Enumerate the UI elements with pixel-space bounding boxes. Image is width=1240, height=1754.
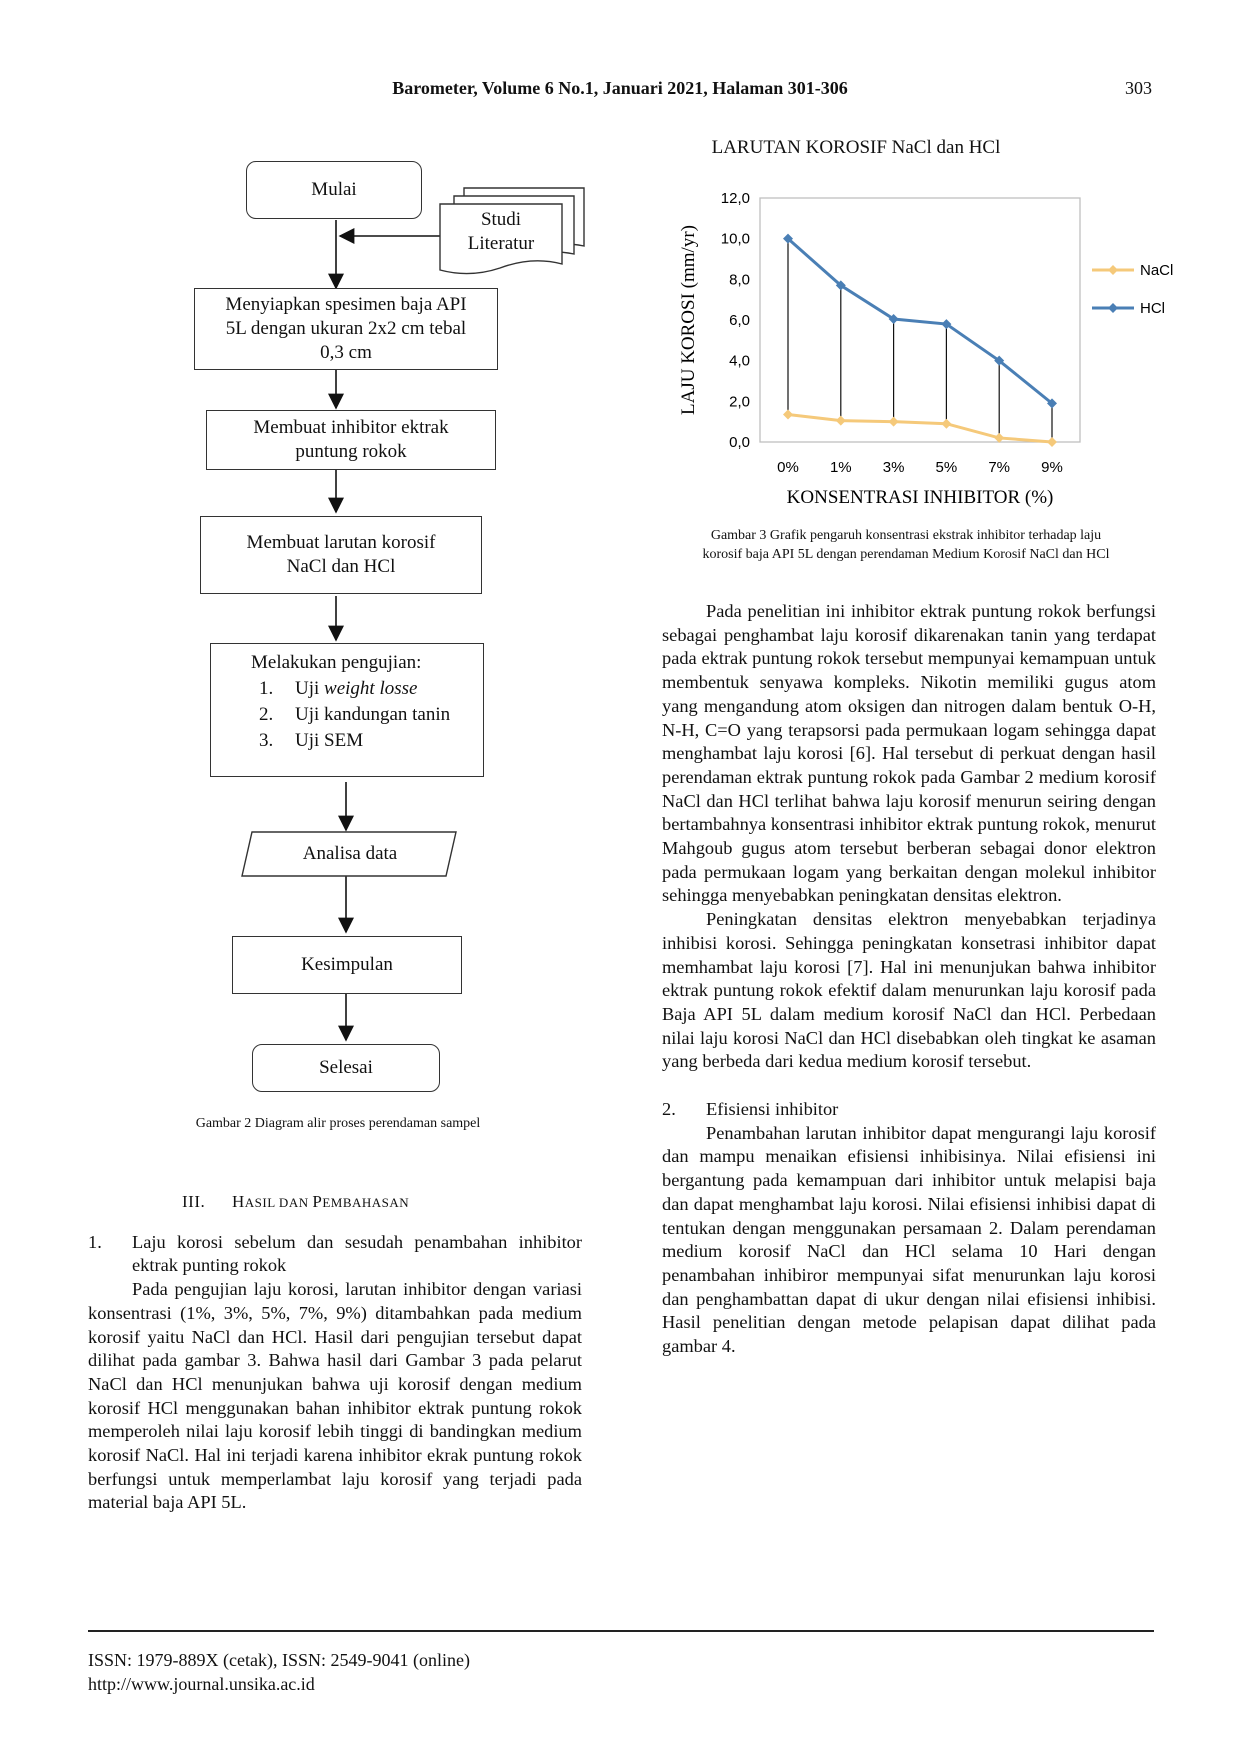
figure3-caption: Gambar 3 Grafik pengaruh konsentrasi ekstrak inhibitor terhadap laju korosif baja API 5L dengan perendaman Medium Korosif NaCl dan HCl (702, 528, 1110, 562)
section-heading: III. HASIL DAN PEMBAHASAN (182, 1192, 410, 1211)
data-point-nacl (836, 416, 846, 426)
end-terminal: Selesai (252, 1044, 440, 1092)
data-point-nacl (783, 410, 793, 420)
subsection-1-title: 1. Laju korosi sebelum dan sesudah penambahan inhibitor ektrak punting rokok (88, 1231, 582, 1276)
running-header: Barometer, Volume 6 No.1, Januari 2021, Halaman 301-306 (392, 78, 848, 98)
testing-item: 2. Uji kandungan tanin (259, 704, 451, 725)
page-number: 303 (1125, 78, 1152, 98)
testing-list (259, 676, 450, 754)
step-analysis: Analisa data (302, 843, 398, 864)
figure2-caption: Gambar 2 Diagram alir proses perendaman sampel (195, 1116, 481, 1131)
step-make-solution: Membuat larutan korosif NaCl dan HCl (200, 516, 482, 594)
paragraph: Pada penelitian ini inhibitor ektrak puntung rokok berfungsi sebagai penghambat laju korosif dikarenakan tanin yang terdapat pada ektrak puntung rokok tersebut mempunyai kemampuan untuk membentuk senyawa kompleks. Nikotin memiliki gugus atom yang mengandung atom oksigen dan nitrogen dalam bentuk O-H, N-H, C=O yang terapsorsi pada permukaan logam sehingga dapat menghambat laju korosi [6]. Hal tersebut di perkuat dengan hasil perendaman ektrak puntung rokok pada Gambar 2 medium korosif NaCl dan HCl terlihat bahwa laju korosif menurun seiring dengan bertambahnya konsentrasi inhibitor ektrak puntung rokok, menurut Mahgoub gugus atom tersebut berberan sebagai donor elektron pada permukaan logam yang berkaitan dengan molekul inhibitor sehingga menyebabkan peningkatan densitas elektron. (662, 601, 1156, 906)
testing-title: Melakukan pengujian: (251, 652, 422, 673)
step-make-inhibitor: Membuat inhibitor ektrak puntung rokok (206, 410, 496, 470)
left-column (88, 1190, 582, 1515)
y-tick-label: 10,0 (720, 230, 750, 248)
step-testing (210, 643, 484, 777)
chart-title: LARUTAN KOROSIF NaCl dan HCl (711, 137, 1001, 158)
legend-label: NaCl (1140, 262, 1174, 279)
plot-area (760, 198, 1080, 442)
legend-marker-hcl (1108, 303, 1118, 313)
series-line-nacl (788, 415, 1052, 442)
x-tick-label: 7% (988, 459, 1011, 476)
legend-marker-nacl (1108, 265, 1118, 275)
x-tick-label: 5% (935, 459, 958, 476)
y-tick-label: 8,0 (729, 271, 750, 289)
series-line-hcl (788, 239, 1052, 404)
paragraph: Peningkatan densitas elektron menyebabkan terjadinya inhibisi korosi. Sehingga peningkatan konsetrasi inhibitor dapat memhambat laju korosi [7]. Hal ini menunjukan bahwa inhibitor ektrak puntung rokok efektif dalam menurunkan laju korosif pada Baja API 5L dalam medium korosif NaCl dan HCl. Perbedaan nilai laju korosi NaCl dan HCl disebabkan oleh tingkat ke asaman yang berbeda dari kedua medium korosif tersebut. (662, 909, 1156, 1072)
footer-rule (88, 1630, 1154, 1632)
step-prepare-specimen: Menyiapkan spesimen baja API 5L dengan ukuran 2x2 cm tebal 0,3 cm (194, 288, 498, 370)
testing-item: 1. Uji weight losse (259, 678, 418, 699)
literature-label: Studi Literatur (467, 209, 535, 254)
y-tick-label: 0,0 (729, 434, 750, 451)
y-tick-label: 6,0 (729, 312, 750, 329)
step-conclusion: Kesimpulan (232, 936, 462, 994)
footer-url: http://www.journal.unsika.ac.id (88, 1674, 315, 1694)
footer-issn: ISSN: 1979-889X (cetak), ISSN: 2549-9041 (online) (88, 1650, 470, 1670)
data-point-nacl (889, 417, 899, 427)
x-tick-label: 9% (1041, 459, 1063, 476)
start-terminal: Mulai (246, 161, 422, 219)
y-axis-label: LAJU KOROSI (mm/yr) (678, 225, 699, 415)
data-point-nacl (1047, 437, 1057, 447)
y-tick-label: 12,0 (720, 190, 750, 207)
subsection-2-title: 2. Efisiensi inhibitor (662, 1099, 839, 1120)
x-tick-label: 1% (829, 459, 852, 476)
corrosion-line-chart (650, 170, 1174, 520)
x-axis-label: KONSENTRASI INHIBITOR (%) (786, 487, 1054, 508)
data-point-nacl (941, 419, 951, 429)
paragraph: Pada pengujian laju korosi, larutan inhibitor dengan variasi konsentrasi (1%, 3%, 5%, 7%, 9%) ditambahkan pada medium korosif yaitu NaCl dan HCl. Hasil dari pengujian tersebut dapat dilihat pada gambar 3. Bahwa hasil dari Gambar 3 pada pelarut NaCl dan HCl menunjukan bahwa uji korosif dengan medium korosif HCl menggunakan bahan inhibitor ektrak puntung rokok memperoleh nilai laju korosif lebih tinggi di bandingkan medium korosif NaCl. Hal ini terjadi karena inhibitor ekrak puntung rokok berfungsi untuk memperlambat laju korosif yang terjadi pada material baja API 5L. (88, 1279, 582, 1513)
testing-item: 3. Uji SEM (259, 730, 364, 751)
right-column (662, 600, 1156, 1359)
x-tick-label: 0% (777, 459, 799, 476)
y-tick-label: 2,0 (729, 393, 750, 411)
paragraph: Penambahan larutan inhibitor dapat mengurangi laju korosif dan mampu menaikan efisiensi inhibisinya. Nilai efisiensi ini bergantung pada kemampuan dari inhibitor untuk melapisi baja dan dapat menghambat laju korosi. Nilai efisiensi inhibisi dapat di tentukan dengan menggunakan persamaan 2. Dalam perendaman medium korosif NaCl dan HCl selama 10 Hari dengan penambahan inhibiror mempunyai sifat menurunkan laju korosi dan penghambattan dapat di ukur dengan nilai efisiensi inhibisi. Hasil penelitian dengan metode pelapisan dapat dilihat pada gambar 4. (662, 1122, 1156, 1357)
legend-label: HCl (1140, 300, 1165, 317)
y-tick-label: 4,0 (729, 352, 750, 370)
x-tick-label: 3% (882, 459, 905, 476)
